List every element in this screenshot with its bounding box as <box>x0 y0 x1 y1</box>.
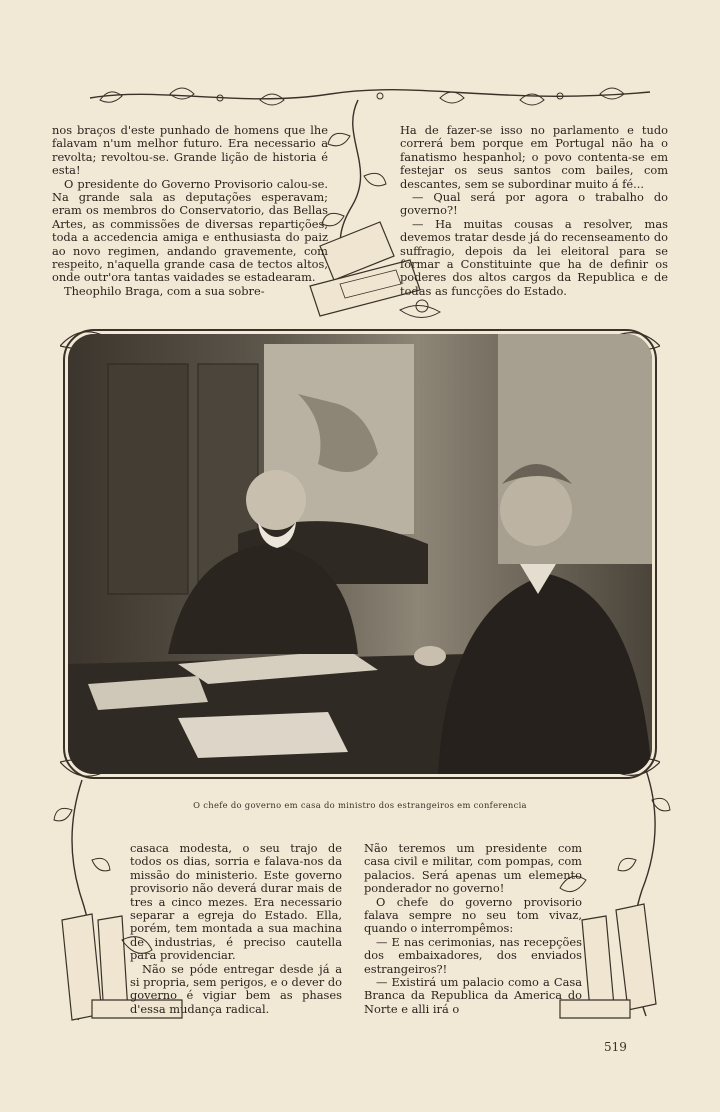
article-column-top-right <box>400 124 668 298</box>
paragraph: O presidente do Governo Provisorio calou-se. Na grande sala as deputações esperavam; eram os membros do Conservatorio, das Bellas Artes, as commissões de diversas repartições, toda a accedencia amiga e enthusiasta do paiz ao novo regimen, andando gravemente, com respeito, n'aquella grande casa de tectos altos, onde outr'ora tantas vaidades se estadearam. <box>52 176 328 285</box>
paragraph: Ha de fazer-se isso no parlamento e tudo correrá bem porque em Portugal não ha o fanatismo hespanhol; o povo contenta-se em festejar os seus santos com bailes, com descantes, sem se subordinar muito á fé... <box>400 123 668 191</box>
paragraph: O chefe do governo provisorio falava sempre no seu tom vivaz, quando o interrompêmos: <box>364 894 582 936</box>
paragraph: casaca modesta, o seu trajo de todos os dias, sorria e falava-nos da missão do ministerio. Este governo provisorio não deverá durar mais de tres a cinco mezes. Era necessario separar a egreja do Estado. Ella, porém, tem montada a sua machina de industrias, é preciso cautella para providenciar. <box>130 841 342 963</box>
photo-caption: O chefe do governo em casa do ministro dos estrangeiros em conferencia <box>193 800 527 810</box>
paragraph: nos braços d'este punhado de homens que lhe falavam n'um melhor futuro. Era necessario a revolta; revoltou-se. Grande lição de historia é esta! <box>52 123 328 178</box>
photo-frame <box>60 326 660 782</box>
paragraph: Theophilo Braga, com a sua sobre- <box>64 283 265 298</box>
paragraph: — Qual será por agora o trabalho do governo?! <box>400 190 668 218</box>
page-number: 519 <box>604 1040 627 1054</box>
article-column-top-left <box>52 124 328 298</box>
paragraph: — Ha muitas cousas a resolver, mas devemos tratar desde já do recenseamento do suffragio, depois da lei eleitoral para se formar a Constituinte que ha de definir os poderes dos altos cargos da Republica e de todas as funcções do Estado. <box>400 216 668 298</box>
article-column-bottom-right <box>364 842 582 1016</box>
paragraph: Não se póde entregar desde já a si propria, sem perigos, e o dever do governo é vigiar bem as phases d'essa mudança radical. <box>130 961 342 1016</box>
paragraph: Não teremos um presidente com casa civil e militar, com pompas, com palacios. Será apenas um elemento ponderador no governo! <box>364 841 582 896</box>
paragraph: — E nas cerimonias, nas recepções dos embaixadores, dos enviados estrangeiros?! <box>364 934 582 976</box>
article-column-bottom-left <box>130 842 342 1016</box>
photo-scene <box>68 334 652 774</box>
conference-photograph <box>68 334 652 774</box>
paragraph: — Existirá um palacio como a Casa Branca da Republica da America do Norte e alli irá o <box>364 975 582 1016</box>
